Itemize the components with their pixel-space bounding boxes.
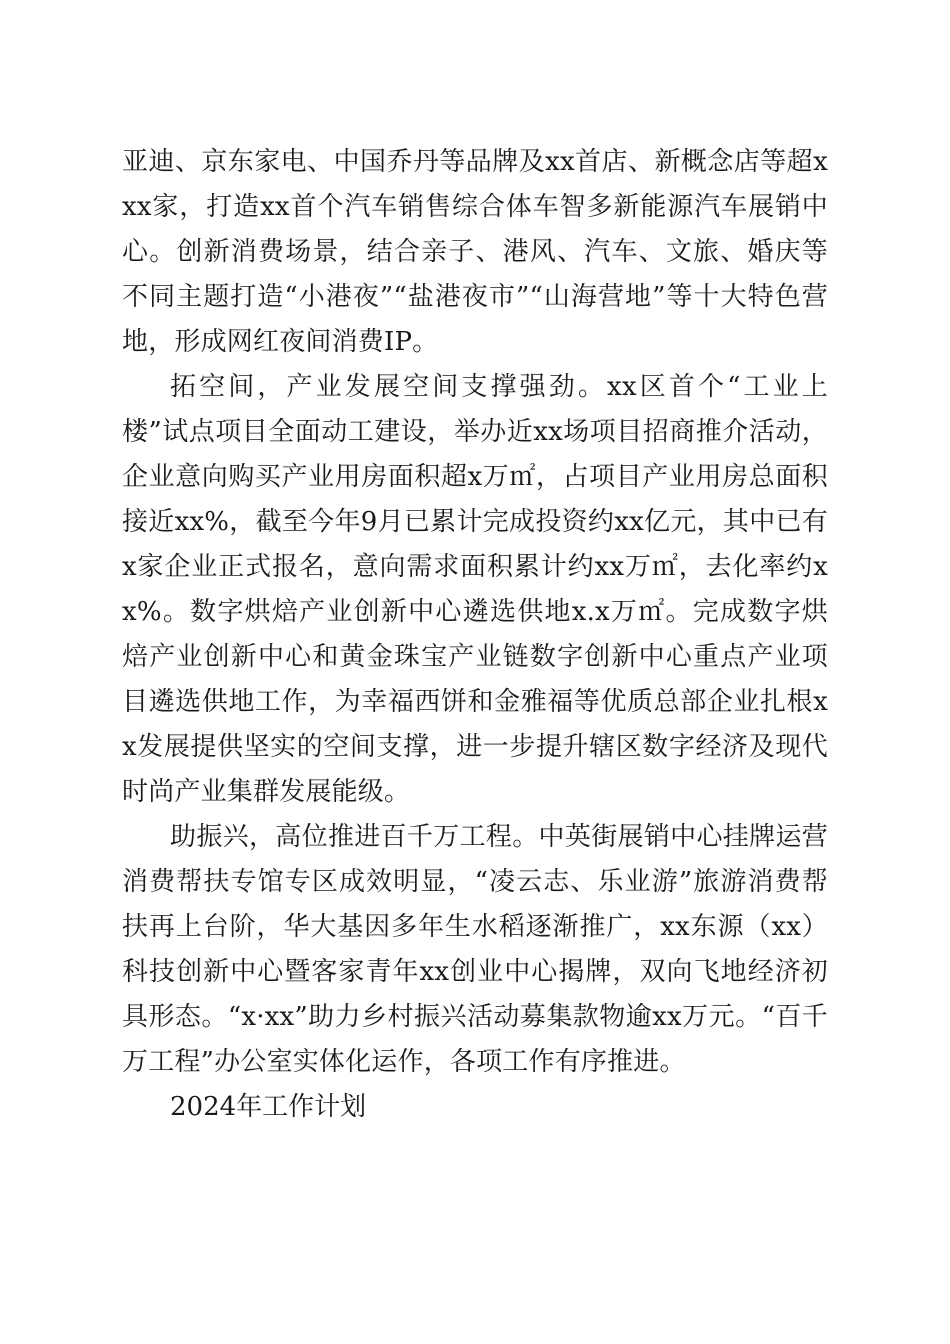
section-heading-2024-plan: 2024年工作计划 [170, 1092, 367, 1122]
paragraph-consumption: 亚迪、京东家电、中国乔丹等品牌及xx首店、新概念店等超xxx家，打造xx首个汽车销售综合体车智多新能源汽车展销中心。创新消费场景，结合亲子、港风、汽车、文旅、婚庆等不同主题打造“小港夜”“盐港夜市”“山海营地”等十大特色营地，形成网红夜间消费IP。 [122, 147, 828, 357]
document-body [122, 140, 828, 1130]
paragraph-industrial-space: 拓空间，产业发展空间支撑强劲。xx区首个“工业上楼”试点项目全面动工建设，举办近xx场项目招商推介活动，企业意向购买产业用房面积超x万㎡，占项目产业用房总面积接近xx%，截至今年9月已累计完成投资约xx亿元，其中已有x家企业正式报名，意向需求面积累计约xx万㎡，去化率约xx%。数字烘焙产业创新中心遴选供地x.x万㎡。完成数字烘焙产业创新中心和黄金珠宝产业链数字创新中心重点产业项目遴选供地工作，为幸福西饼和金雅福等优质总部企业扎根xx发展提供坚实的空间支撑，进一步提升辖区数字经济及现代时尚产业集群发展能级。 [122, 372, 828, 807]
paragraph-rural-revitalization: 助振兴，高位推进百千万工程。中英街展销中心挂牌运营消费帮扶专馆专区成效明显，“凌云志、乐业游”旅游消费帮扶再上台阶，华大基因多年生水稻逐渐推广，xx东源（xx）科技创新中心暨客家青年xx创业中心揭牌，双向飞地经济初具形态。“x·xx”助力乡村振兴活动募集款物逾xx万元。“百千万工程”办公室实体化运作，各项工作有序推进。 [122, 822, 828, 1077]
